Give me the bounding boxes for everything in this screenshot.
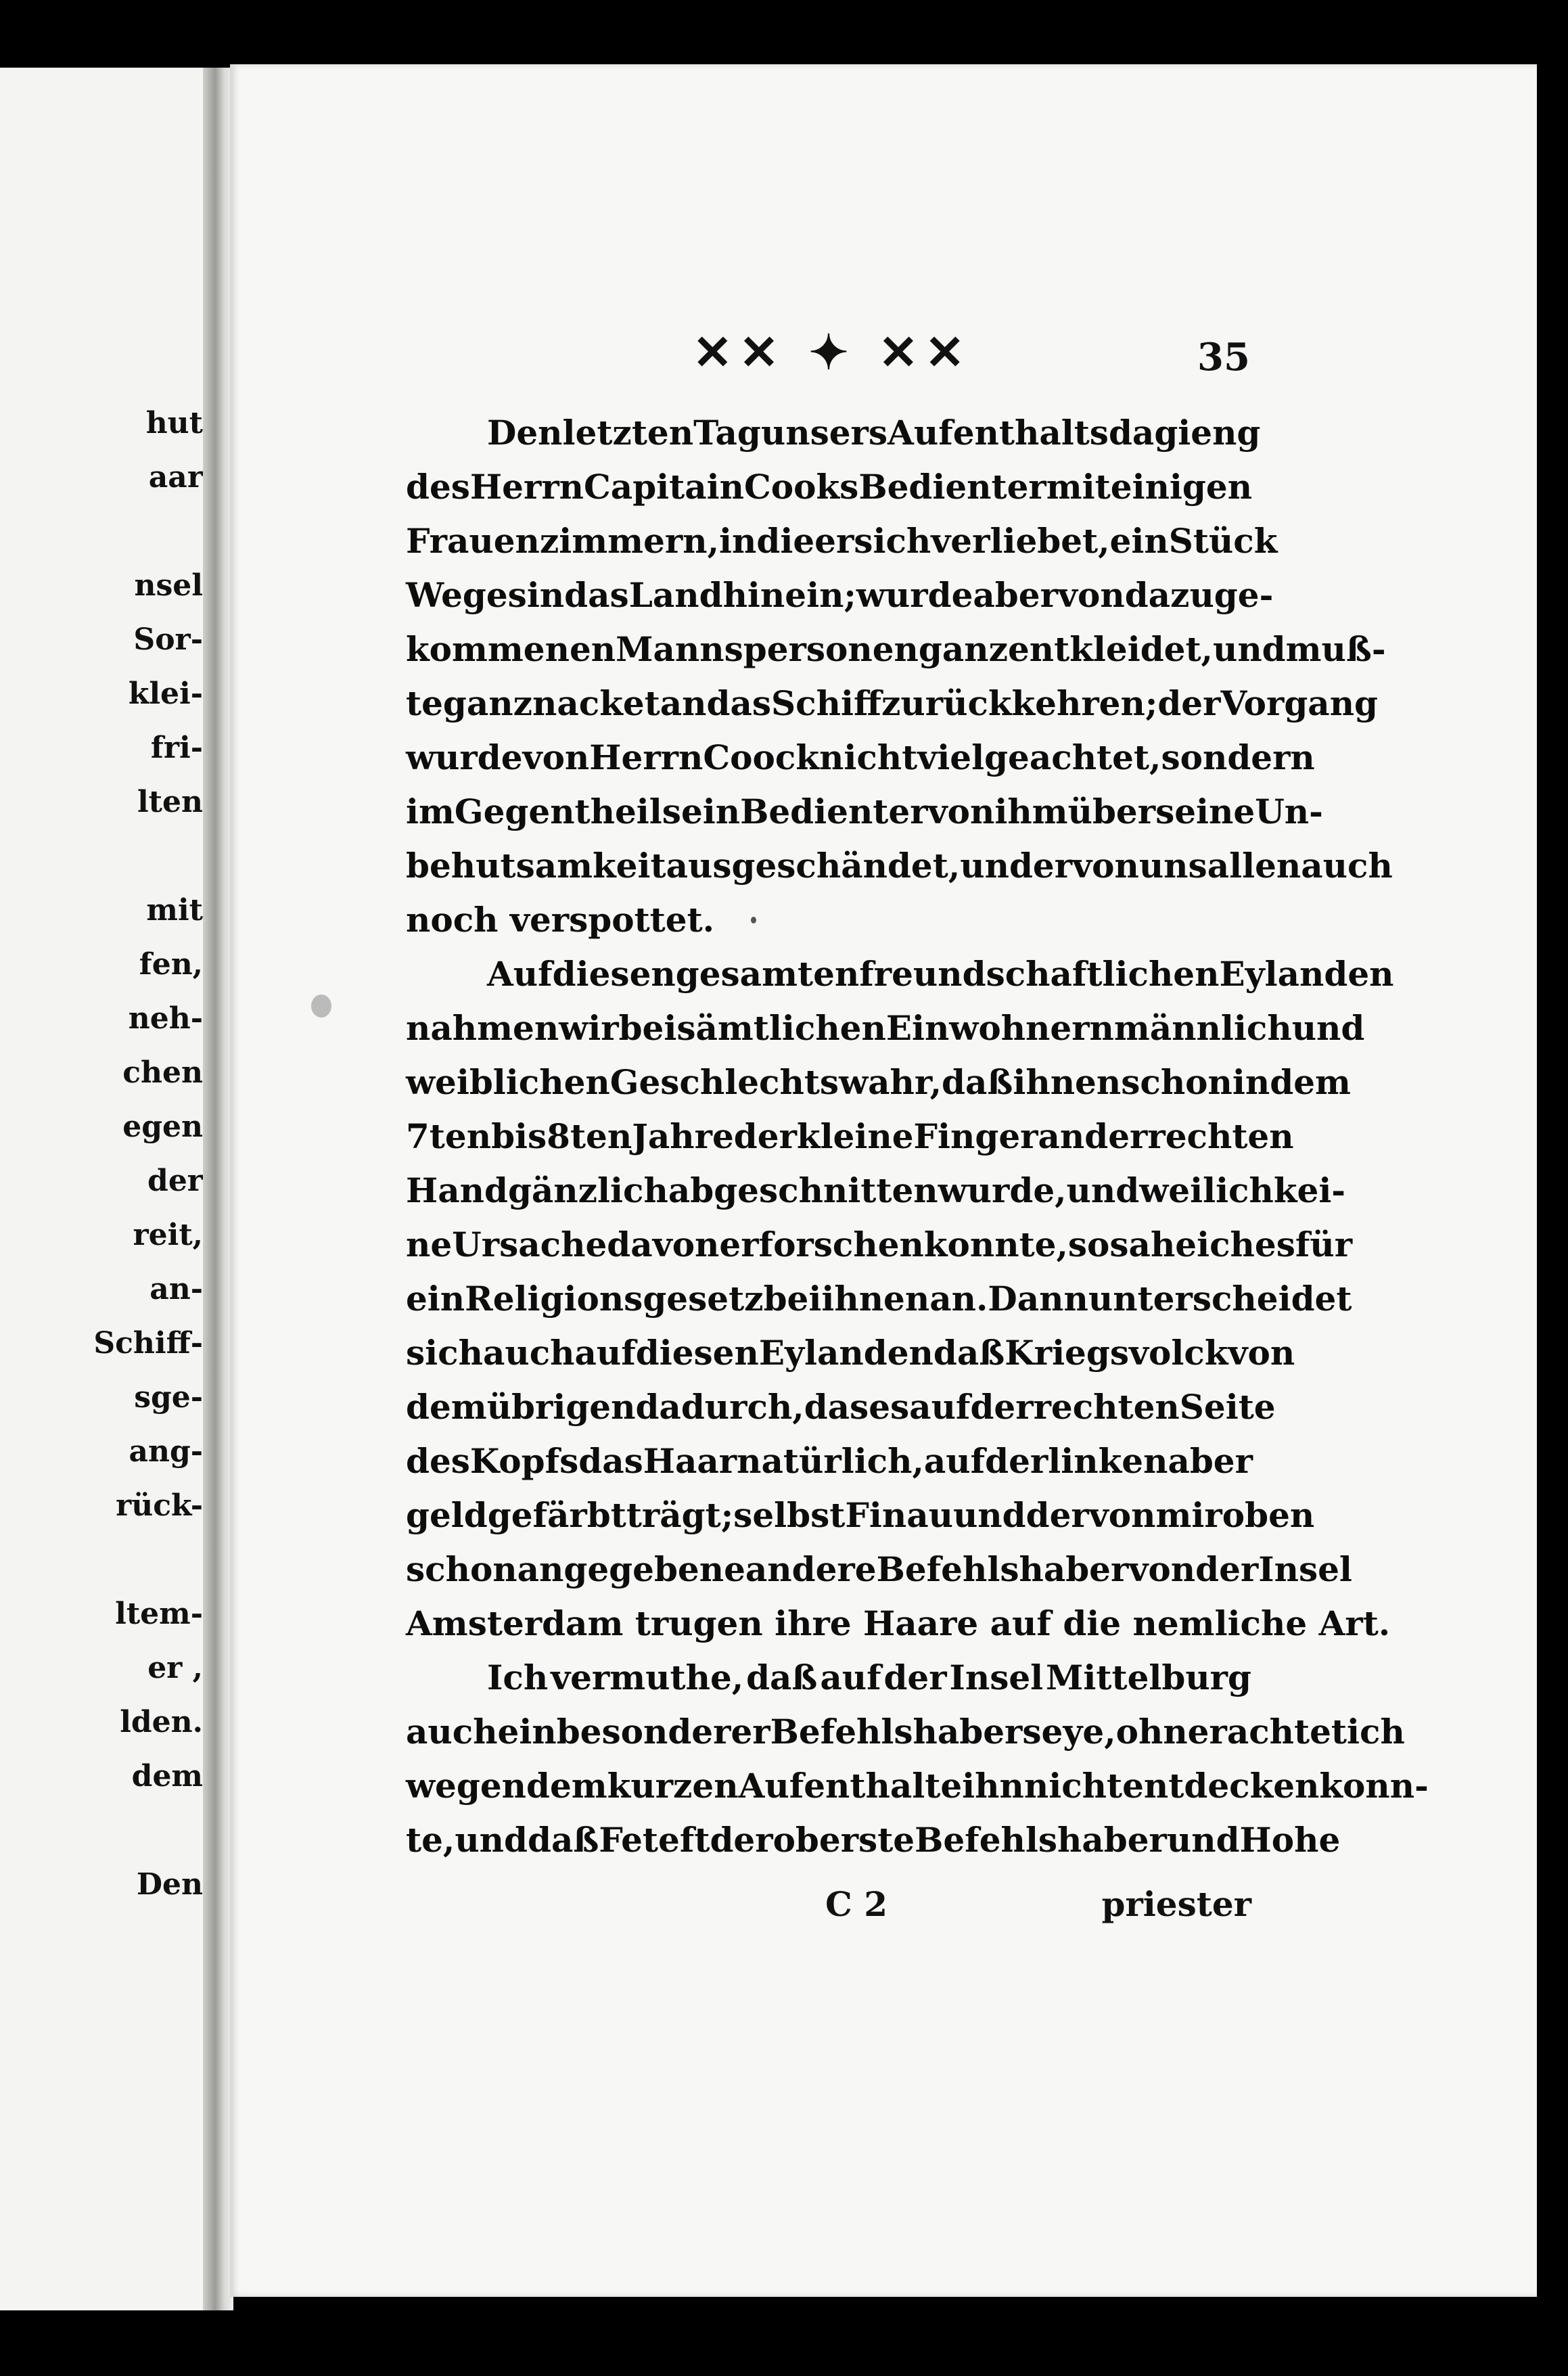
left-page-fragment: er , xyxy=(147,1651,203,1685)
left-page-fragment: an- xyxy=(149,1272,203,1306)
text-line: ein Religionsgesetz bei ihnen an. Dann unterscheidet xyxy=(406,1279,1352,1319)
body-text xyxy=(406,406,1429,1867)
left-page-fragment: Den xyxy=(136,1867,203,1902)
text-line: te, und daß Feteft der oberste Befehlshaber und Hohe xyxy=(406,1820,1341,1860)
left-page-fragment: lten xyxy=(137,785,203,819)
text-line: schon angegebene andere Befehlshaber von der Insel xyxy=(406,1549,1352,1589)
left-page-fragment: Schiff- xyxy=(93,1326,203,1361)
ink-speck xyxy=(311,995,331,1018)
left-page-fragment: ltem- xyxy=(115,1597,203,1631)
left-page-fragment: sge- xyxy=(134,1380,203,1415)
left-page-fragment: ang- xyxy=(129,1434,203,1469)
text-line: Auf diesen gesamten freundschaftlichen Eylanden xyxy=(487,954,1394,994)
page-number: 35 xyxy=(1197,335,1250,380)
text-line: dem übrigen dadurch, das es auf der rechten Seite xyxy=(406,1387,1276,1427)
text-line: Den letzten Tag unsers Aufenthalts da gieng xyxy=(487,413,1261,453)
text-line: Hand gänzlich abgeschnitten wurde, und weil ich kei- xyxy=(406,1170,1346,1210)
text-line: te ganz nacket an das Schiff zurückkehren; der Vorgang xyxy=(406,683,1379,723)
left-page-fragment: mit xyxy=(146,893,203,928)
left-page-fragment: aar xyxy=(148,460,203,495)
left-page-fragment: nsel xyxy=(134,568,203,603)
text-line: nahmen wir bei sämtlichen Einwohnern männlich und xyxy=(406,1008,1365,1048)
left-page-fragment: hut xyxy=(145,406,203,440)
text-line: noch verspottet. xyxy=(406,900,715,940)
left-page-fragment: chen xyxy=(122,1055,203,1090)
text-line: Amsterdam trugen ihre Haare auf die nemliche Art. xyxy=(406,1603,1391,1643)
left-page-fragment: der xyxy=(147,1164,203,1198)
text-line: geld gefärbt trägt; selbst Finau und der von mir oben xyxy=(406,1495,1315,1535)
previous-page-edge xyxy=(0,68,203,2310)
text-line: auch ein besonderer Befehlshaber seye, ohnerachtet ich xyxy=(406,1712,1405,1752)
left-page-fragment: dem xyxy=(131,1759,203,1794)
page-footer xyxy=(406,1884,1251,1938)
text-line: weiblichen Geschlechts wahr, daß ihnen schon in dem xyxy=(406,1062,1351,1102)
text-line: Ich vermuthe, daß auf der Insel Mittelburg xyxy=(487,1658,1251,1697)
text-line: des Kopfs das Haar natürlich, auf der linken aber xyxy=(406,1441,1253,1481)
left-page-fragment: egen xyxy=(122,1110,203,1144)
left-page-fragment: lden. xyxy=(120,1705,203,1739)
left-page-fragment: rück- xyxy=(116,1488,203,1523)
left-page-fragment: reit, xyxy=(133,1218,203,1252)
text-line: 7ten bis 8ten Jahre der kleine Finger an der rechten xyxy=(406,1116,1294,1156)
text-line: des Herrn Capitain Cooks Bedienter mit einigen xyxy=(406,467,1253,507)
text-line: wegen dem kurzen Aufenthalte ihn nicht entdecken konn- xyxy=(406,1766,1429,1806)
text-line: Frauenzimmern, in die er sich verliebet, ein Stück xyxy=(406,521,1278,561)
text-line: wurde von Herrn Coock nicht viel geachtet, sondern xyxy=(406,737,1315,777)
text-line: kommenen Mannspersonen ganz entkleidet, und muß- xyxy=(406,629,1386,669)
left-page-fragment: neh- xyxy=(128,1001,203,1036)
left-page-fragment: fri- xyxy=(150,731,203,765)
catchword: priester xyxy=(1101,1884,1251,1924)
running-header xyxy=(670,325,994,379)
text-line: sich auch auf diesen Eylanden daß Kriegsvolck von xyxy=(406,1333,1295,1373)
text-line: im Gegentheil sein Bedienter von ihm über seine Un- xyxy=(406,792,1323,831)
left-page-fragment: Sor- xyxy=(133,622,203,657)
text-line: Weges in das Land hinein; wurde aber von dazu ge- xyxy=(406,575,1274,615)
book-gutter xyxy=(203,68,233,2310)
text-line: behutsamkeit ausgeschändet, und er von uns allen auch xyxy=(406,846,1393,886)
text-line: ne Ursache davon erforschen konnte, so sahe ich es für xyxy=(406,1225,1353,1264)
left-page-fragment: fen, xyxy=(139,947,203,982)
left-page-fragment: klei- xyxy=(128,677,203,711)
signature-mark: C 2 xyxy=(825,1884,887,1924)
header-ornament: ✕✕ ✦ ✕✕ xyxy=(692,323,971,380)
